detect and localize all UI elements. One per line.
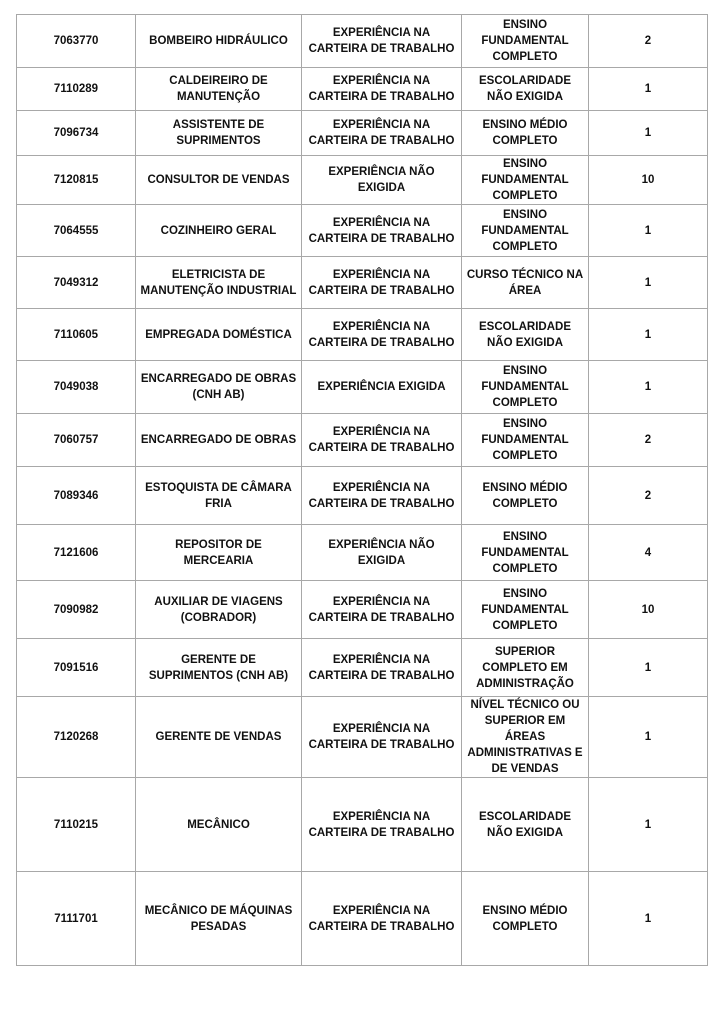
education-requirement: ENSINO FUNDAMENTAL COMPLETO xyxy=(462,205,589,257)
table-row xyxy=(17,68,708,111)
table-row xyxy=(17,309,708,361)
job-code: 7110215 xyxy=(17,778,136,872)
vacancy-count: 10 xyxy=(589,581,708,639)
table-row xyxy=(17,525,708,581)
education-requirement: ENSINO FUNDAMENTAL COMPLETO xyxy=(462,525,589,581)
job-title: ASSISTENTE DE SUPRIMENTOS xyxy=(136,111,302,156)
job-code: 7060757 xyxy=(17,414,136,467)
job-title: ENCARREGADO DE OBRAS xyxy=(136,414,302,467)
experience-requirement: EXPERIÊNCIA NA CARTEIRA DE TRABALHO xyxy=(302,778,462,872)
vacancy-count: 1 xyxy=(589,205,708,257)
job-title: ESTOQUISTA DE CÂMARA FRIA xyxy=(136,467,302,525)
table-row xyxy=(17,205,708,257)
experience-requirement: EXPERIÊNCIA NA CARTEIRA DE TRABALHO xyxy=(302,309,462,361)
job-code: 7049312 xyxy=(17,257,136,309)
job-title: BOMBEIRO HIDRÁULICO xyxy=(136,15,302,68)
vacancy-count: 1 xyxy=(589,68,708,111)
education-requirement: ENSINO FUNDAMENTAL COMPLETO xyxy=(462,156,589,205)
table-row xyxy=(17,697,708,778)
job-title: EMPREGADA DOMÉSTICA xyxy=(136,309,302,361)
table-row xyxy=(17,257,708,309)
vacancy-count: 1 xyxy=(589,309,708,361)
job-title: CONSULTOR DE VENDAS xyxy=(136,156,302,205)
job-title: GERENTE DE SUPRIMENTOS (CNH AB) xyxy=(136,639,302,697)
job-title: ENCARREGADO DE OBRAS (CNH AB) xyxy=(136,361,302,414)
job-code: 7090982 xyxy=(17,581,136,639)
job-code: 7049038 xyxy=(17,361,136,414)
experience-requirement: EXPERIÊNCIA NA CARTEIRA DE TRABALHO xyxy=(302,581,462,639)
education-requirement: ENSINO FUNDAMENTAL COMPLETO xyxy=(462,581,589,639)
experience-requirement: EXPERIÊNCIA NA CARTEIRA DE TRABALHO xyxy=(302,467,462,525)
table-row xyxy=(17,639,708,697)
experience-requirement: EXPERIÊNCIA NA CARTEIRA DE TRABALHO xyxy=(302,872,462,966)
experience-requirement: EXPERIÊNCIA NA CARTEIRA DE TRABALHO xyxy=(302,68,462,111)
experience-requirement: EXPERIÊNCIA NA CARTEIRA DE TRABALHO xyxy=(302,414,462,467)
education-requirement: CURSO TÉCNICO NA ÁREA xyxy=(462,257,589,309)
table-row xyxy=(17,872,708,966)
vacancy-count: 1 xyxy=(589,257,708,309)
education-requirement: ENSINO MÉDIO COMPLETO xyxy=(462,467,589,525)
table-row xyxy=(17,778,708,872)
vacancy-count: 4 xyxy=(589,525,708,581)
vacancy-count: 1 xyxy=(589,872,708,966)
table-row xyxy=(17,467,708,525)
job-code: 7096734 xyxy=(17,111,136,156)
job-code: 7089346 xyxy=(17,467,136,525)
table-row xyxy=(17,15,708,68)
vacancy-count: 10 xyxy=(589,156,708,205)
vacancy-count: 2 xyxy=(589,414,708,467)
job-title: REPOSITOR DE MERCEARIA xyxy=(136,525,302,581)
job-code: 7121606 xyxy=(17,525,136,581)
job-title: MECÂNICO DE MÁQUINAS PESADAS xyxy=(136,872,302,966)
education-requirement: ENSINO FUNDAMENTAL COMPLETO xyxy=(462,414,589,467)
job-code: 7064555 xyxy=(17,205,136,257)
job-title: MECÂNICO xyxy=(136,778,302,872)
vacancy-count: 1 xyxy=(589,778,708,872)
education-requirement: ENSINO MÉDIO COMPLETO xyxy=(462,111,589,156)
vacancy-count: 1 xyxy=(589,639,708,697)
table-row xyxy=(17,111,708,156)
education-requirement: ENSINO MÉDIO COMPLETO xyxy=(462,872,589,966)
job-title: GERENTE DE VENDAS xyxy=(136,697,302,778)
experience-requirement: EXPERIÊNCIA NA CARTEIRA DE TRABALHO xyxy=(302,697,462,778)
vacancy-count: 1 xyxy=(589,697,708,778)
vacancy-count: 1 xyxy=(589,111,708,156)
education-requirement: ENSINO FUNDAMENTAL COMPLETO xyxy=(462,15,589,68)
education-requirement: NÍVEL TÉCNICO OU SUPERIOR EM ÁREAS ADMINISTRATIVAS E DE VENDAS xyxy=(462,697,589,778)
table-row xyxy=(17,581,708,639)
job-code: 7091516 xyxy=(17,639,136,697)
education-requirement: ENSINO FUNDAMENTAL COMPLETO xyxy=(462,361,589,414)
education-requirement: ESCOLARIDADE NÃO EXIGIDA xyxy=(462,778,589,872)
job-code: 7063770 xyxy=(17,15,136,68)
job-code: 7110605 xyxy=(17,309,136,361)
vacancy-count: 2 xyxy=(589,15,708,68)
experience-requirement: EXPERIÊNCIA NA CARTEIRA DE TRABALHO xyxy=(302,205,462,257)
table-row xyxy=(17,414,708,467)
job-title: ELETRICISTA DE MANUTENÇÃO INDUSTRIAL xyxy=(136,257,302,309)
job-title: CALDEIREIRO DE MANUTENÇÃO xyxy=(136,68,302,111)
job-code: 7110289 xyxy=(17,68,136,111)
table-row xyxy=(17,156,708,205)
job-title: AUXILIAR DE VIAGENS (COBRADOR) xyxy=(136,581,302,639)
job-code: 7120815 xyxy=(17,156,136,205)
experience-requirement: EXPERIÊNCIA NA CARTEIRA DE TRABALHO xyxy=(302,639,462,697)
education-requirement: SUPERIOR COMPLETO EM ADMINISTRAÇÃO xyxy=(462,639,589,697)
experience-requirement: EXPERIÊNCIA NA CARTEIRA DE TRABALHO xyxy=(302,257,462,309)
job-code: 7120268 xyxy=(17,697,136,778)
table-row xyxy=(17,361,708,414)
education-requirement: ESCOLARIDADE NÃO EXIGIDA xyxy=(462,309,589,361)
experience-requirement: EXPERIÊNCIA NA CARTEIRA DE TRABALHO xyxy=(302,15,462,68)
experience-requirement: EXPERIÊNCIA EXIGIDA xyxy=(302,361,462,414)
job-title: COZINHEIRO GERAL xyxy=(136,205,302,257)
education-requirement: ESCOLARIDADE NÃO EXIGIDA xyxy=(462,68,589,111)
job-code: 7111701 xyxy=(17,872,136,966)
vacancy-count: 1 xyxy=(589,361,708,414)
experience-requirement: EXPERIÊNCIA NA CARTEIRA DE TRABALHO xyxy=(302,111,462,156)
experience-requirement: EXPERIÊNCIA NÃO EXIGIDA xyxy=(302,525,462,581)
vacancy-count: 2 xyxy=(589,467,708,525)
experience-requirement: EXPERIÊNCIA NÃO EXIGIDA xyxy=(302,156,462,205)
job-vacancies-table xyxy=(16,14,708,966)
